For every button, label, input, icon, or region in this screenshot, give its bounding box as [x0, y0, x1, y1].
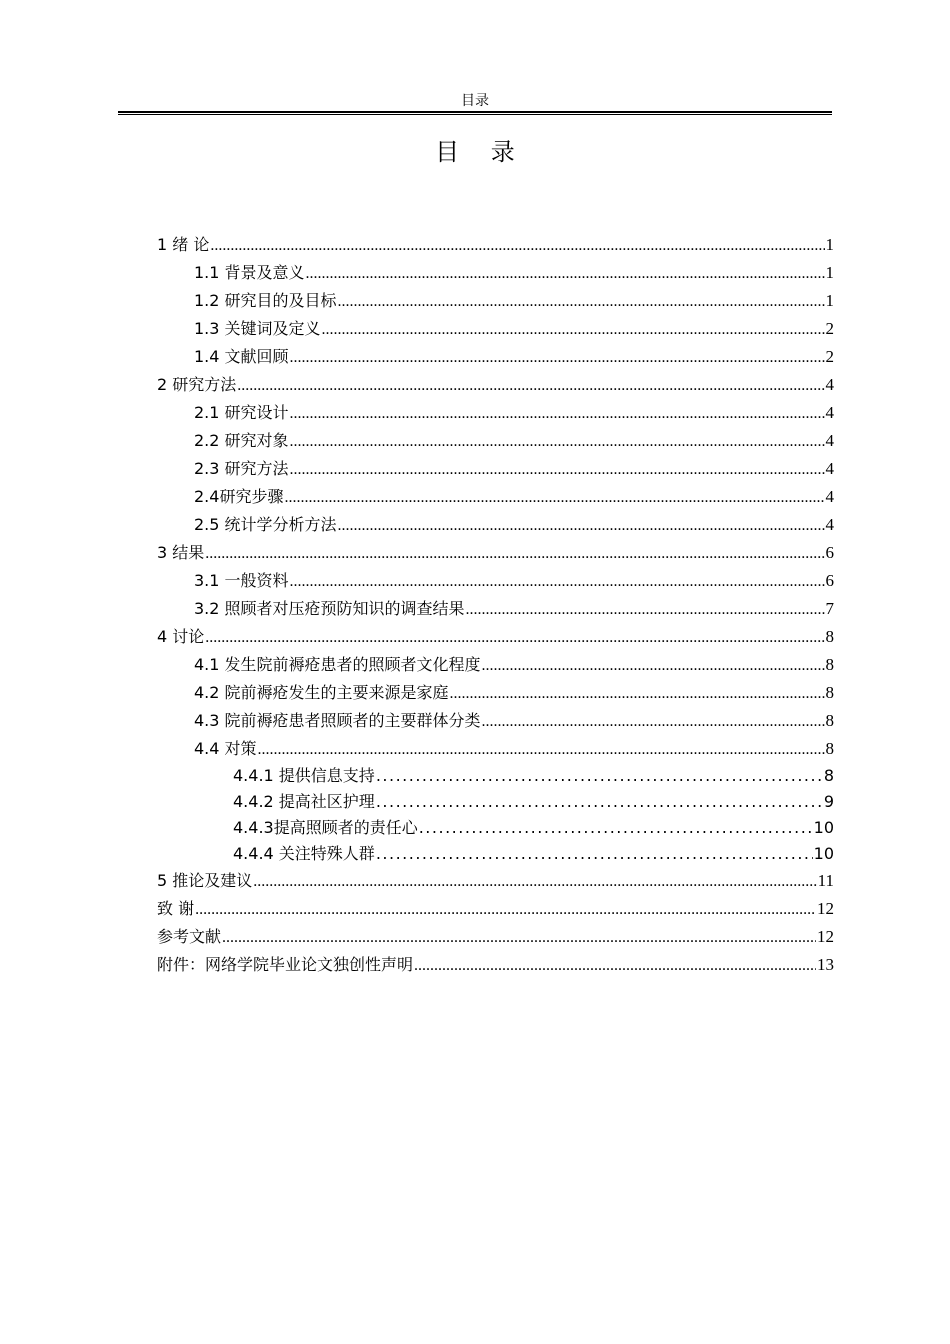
- toc-entry-title: 4.4.3提高照顾者的责任心: [233, 818, 418, 837]
- toc-entry[interactable]: [157, 315, 834, 343]
- toc-entry[interactable]: [157, 951, 834, 979]
- toc-page-number: 4: [825, 431, 834, 450]
- toc-entry[interactable]: [157, 427, 834, 455]
- toc-page-number: 2: [825, 347, 834, 366]
- toc-entry[interactable]: [157, 483, 834, 511]
- toc-dot-leader: [414, 952, 816, 980]
- toc-entry-title: 1.1 背景及意义: [194, 263, 305, 282]
- toc-dot-leader: [284, 484, 824, 512]
- toc-page-number: 6: [825, 571, 834, 590]
- toc-entry-title: 1.3 关键词及定义: [194, 319, 321, 338]
- toc-dot-leader: [290, 568, 825, 596]
- toc-dot-leader: [290, 400, 825, 428]
- toc-dot-leader: [322, 316, 825, 344]
- toc-dot-leader: [258, 736, 825, 764]
- toc-entry-title: 5 推论及建议: [157, 871, 253, 890]
- toc-page-number: 10: [813, 818, 834, 837]
- toc-page-number: 12: [817, 927, 834, 946]
- toc-entry-title: 4.1 发生院前褥疮患者的照顾者文化程度: [194, 655, 481, 674]
- toc-entry[interactable]: [157, 735, 834, 763]
- toc-dot-leader: [290, 428, 825, 456]
- toc-entry-title: 2.2 研究对象: [194, 431, 289, 450]
- toc-entry-title: 附件：网络学院毕业论文独创性声明: [157, 955, 414, 974]
- header-rule-thin: [118, 114, 832, 115]
- toc-entry[interactable]: [157, 455, 834, 483]
- toc-page-number: 8: [825, 683, 834, 702]
- toc-dot-leader: [253, 868, 816, 896]
- toc-entry[interactable]: [157, 623, 834, 651]
- toc-page-number: 1: [825, 235, 834, 254]
- toc-entry-title: 3 结果: [157, 543, 205, 562]
- toc-entry[interactable]: [157, 841, 834, 867]
- toc-dot-leader: [210, 232, 824, 260]
- toc-entry-title: 1.2 研究目的及目标: [194, 291, 337, 310]
- toc-page-number: 4: [825, 459, 834, 478]
- toc-title: 目 录: [435, 138, 527, 166]
- table-of-contents: [157, 231, 834, 979]
- toc-entry-title: 4.4 对策: [194, 739, 257, 758]
- toc-entry[interactable]: [157, 511, 834, 539]
- toc-entry-title: 2.3 研究方法: [194, 459, 289, 478]
- toc-page-number: 8: [825, 627, 834, 646]
- toc-page-number: 8: [825, 655, 834, 674]
- toc-page-number: 12: [817, 899, 834, 918]
- toc-entry[interactable]: [157, 763, 834, 789]
- toc-dot-leader: [376, 789, 823, 815]
- toc-page-number: 4: [825, 487, 834, 506]
- toc-page-number: 8: [825, 711, 834, 730]
- toc-page-number: 8: [823, 766, 834, 785]
- toc-dot-leader: [205, 540, 824, 568]
- toc-entry-title: 4.4.1 提供信息支持: [233, 766, 375, 785]
- toc-dot-leader: [237, 372, 824, 400]
- toc-entry-title: 3.2 照顾者对压疮预防知识的调查结果: [194, 599, 465, 618]
- toc-entry[interactable]: [157, 679, 834, 707]
- toc-entry[interactable]: [157, 895, 834, 923]
- toc-entry[interactable]: [157, 651, 834, 679]
- toc-page-number: 10: [813, 844, 834, 863]
- toc-entry-title: 4.4.4 关注特殊人群: [233, 844, 375, 863]
- toc-dot-leader: [482, 708, 825, 736]
- toc-dot-leader: [205, 624, 824, 652]
- toc-page-number: 13: [817, 955, 834, 974]
- toc-entry-title: 4.3 院前褥疮患者照顾者的主要群体分类: [194, 711, 481, 730]
- toc-entry-title: 2.1 研究设计: [194, 403, 289, 422]
- toc-entry[interactable]: [157, 371, 834, 399]
- toc-entry-title: 4.2 院前褥疮发生的主要来源是家庭: [194, 683, 449, 702]
- toc-dot-leader: [482, 652, 825, 680]
- toc-dot-leader: [338, 512, 825, 540]
- toc-page-number: 8: [825, 739, 834, 758]
- running-header: 目录: [461, 93, 489, 109]
- toc-page-number: 11: [817, 871, 834, 890]
- toc-entry-title: 参考文献: [157, 927, 222, 946]
- toc-dot-leader: [222, 924, 816, 952]
- toc-entry[interactable]: [157, 923, 834, 951]
- toc-entry-title: 3.1 一般资料: [194, 571, 289, 590]
- toc-entry[interactable]: [157, 259, 834, 287]
- toc-entry[interactable]: [157, 595, 834, 623]
- toc-entry-title: 1 绪 论: [157, 235, 210, 254]
- toc-entry[interactable]: [157, 707, 834, 735]
- toc-entry-title: 2 研究方法: [157, 375, 237, 394]
- toc-page-number: 4: [825, 515, 834, 534]
- toc-dot-leader: [290, 456, 825, 484]
- toc-entry-title: 2.5 统计学分析方法: [194, 515, 337, 534]
- toc-page-number: 4: [825, 375, 834, 394]
- toc-dot-leader: [466, 596, 825, 624]
- toc-entry[interactable]: [157, 231, 834, 259]
- toc-page-number: 7: [825, 599, 834, 618]
- toc-page-number: 6: [825, 543, 834, 562]
- toc-page-number: 9: [823, 792, 834, 811]
- toc-entry[interactable]: [157, 815, 834, 841]
- toc-dot-leader: [290, 344, 825, 372]
- toc-page-number: 1: [825, 263, 834, 282]
- toc-page-number: 1: [825, 291, 834, 310]
- toc-entry-title: 致 谢: [157, 899, 195, 918]
- toc-dot-leader: [306, 260, 825, 288]
- toc-dot-leader: [419, 815, 813, 841]
- toc-entry[interactable]: [157, 867, 834, 895]
- toc-dot-leader: [376, 841, 813, 867]
- toc-dot-leader: [450, 680, 825, 708]
- toc-entry[interactable]: [157, 287, 834, 315]
- toc-entry-title: 1.4 文献回顾: [194, 347, 289, 366]
- toc-entry-title: 4.4.2 提高社区护理: [233, 792, 375, 811]
- toc-entry[interactable]: [157, 789, 834, 815]
- toc-page-number: 4: [825, 403, 834, 422]
- toc-entry[interactable]: [157, 343, 834, 371]
- toc-dot-leader: [376, 763, 823, 789]
- toc-entry[interactable]: [157, 539, 834, 567]
- toc-entry-title: 2.4研究步骤: [194, 487, 284, 506]
- toc-page-number: 2: [825, 319, 834, 338]
- toc-dot-leader: [195, 896, 816, 924]
- toc-entry-title: 4 讨论: [157, 627, 205, 646]
- toc-entry[interactable]: [157, 567, 834, 595]
- toc-dot-leader: [338, 288, 825, 316]
- toc-entry[interactable]: [157, 399, 834, 427]
- header-rule: [118, 111, 832, 113]
